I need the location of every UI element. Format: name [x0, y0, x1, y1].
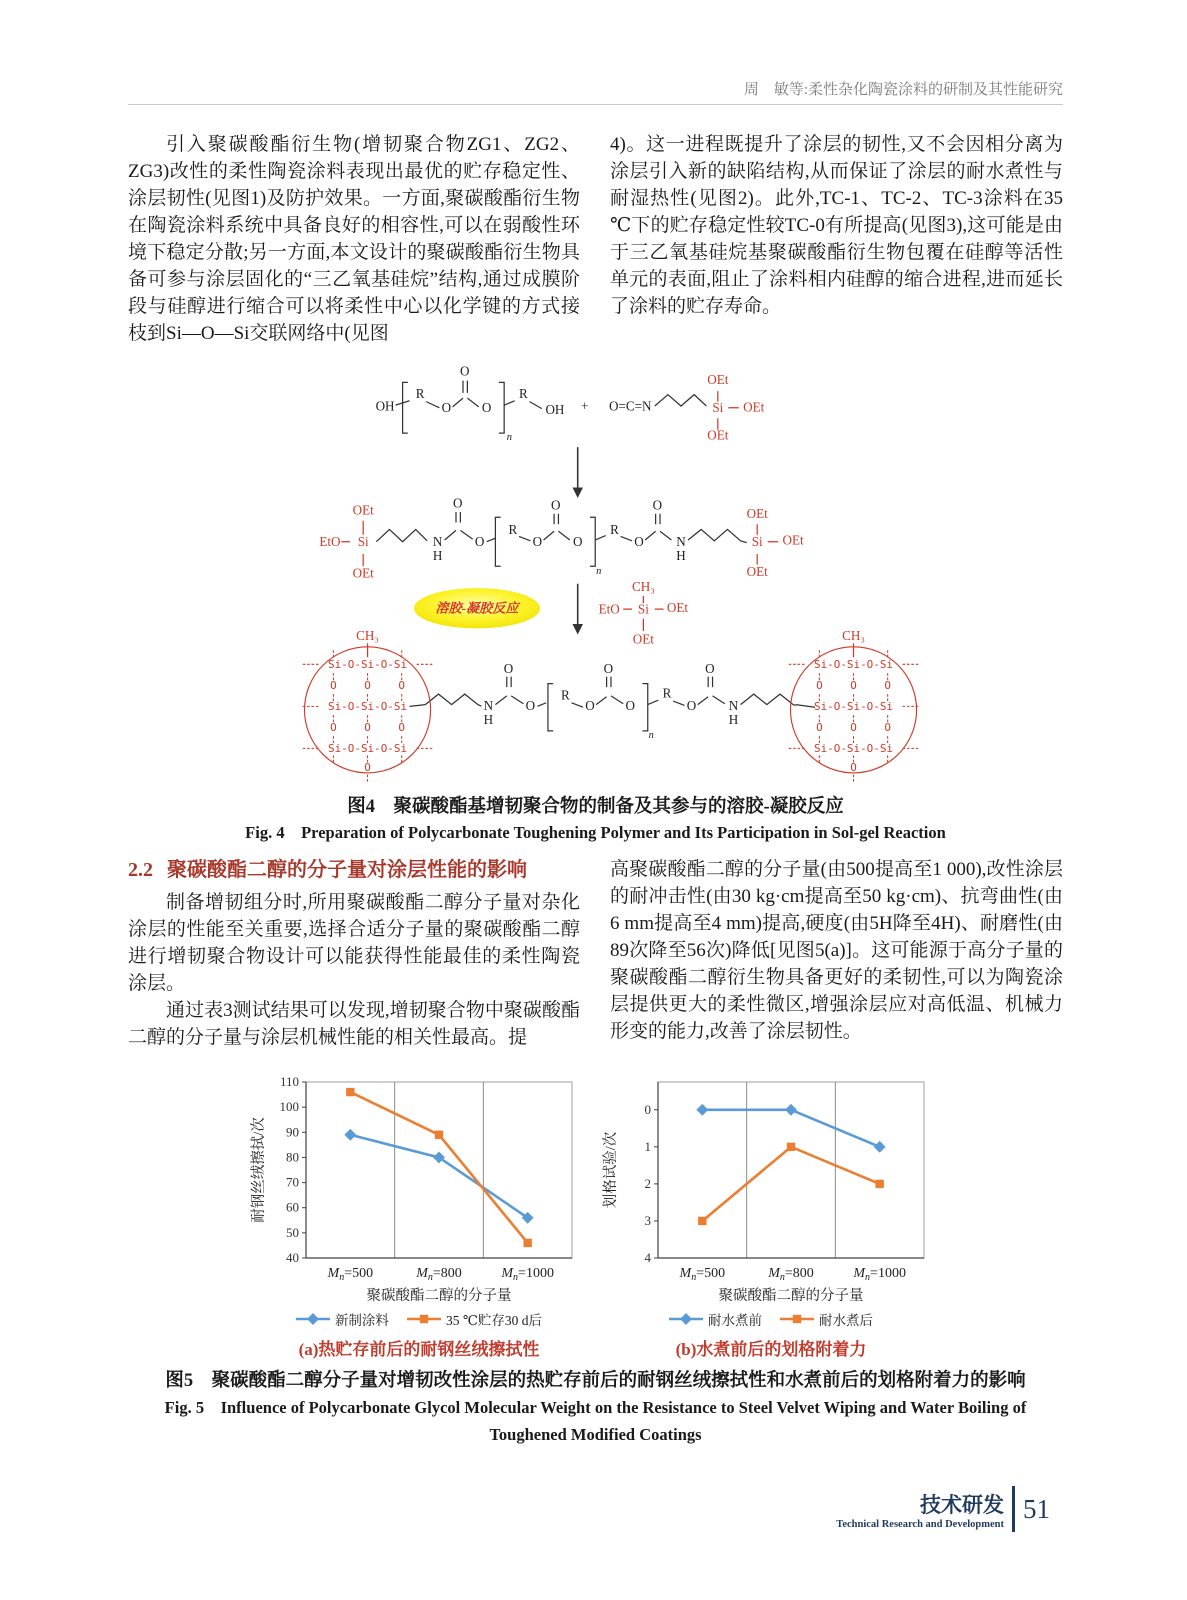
atom-labels [319, 363, 893, 774]
intro-left-column [128, 131, 580, 347]
page-number: 51 [1023, 1493, 1050, 1524]
intro-left-paragraph: 引入聚碳酸酯衍生物(增韧聚合物ZG1、ZG2、ZG3)改性的柔性陶瓷涂料表现出最优的贮存稳定性、涂层韧性(见图1)及防护效果。一方面,聚碳酸酯衍生物在陶瓷涂料系统中具备良好的相容性,可以在弱酸性环境下稳定分散;另一方面,本文设计的聚碳酸酯衍生物具备可参与涂层固化的“三乙氧基硅烷”结构,通过成膜阶段与硅醇进行缩合可以将柔性中心以化学键的方式接枝到Si—O—Si交联网络中(见图 [128, 134, 580, 344]
header-rule [128, 104, 1063, 105]
atom-label: O [603, 661, 614, 677]
atom-label: N [483, 697, 494, 713]
chart-legend [602, 1309, 940, 1329]
atom-label: Si [637, 601, 649, 617]
intro-right-column [610, 131, 1063, 320]
red-bonds [341, 391, 853, 657]
y-tick-label: 2 [644, 1175, 651, 1191]
legend-item [669, 1309, 762, 1329]
series-marker [696, 1104, 708, 1116]
atom-label: O [652, 497, 663, 513]
figure5-caption [128, 1368, 1063, 1448]
atom-label: Si-O-Si-O-Si [328, 657, 408, 671]
atom-label: O [816, 678, 823, 692]
y-tick-label: 40 [286, 1250, 299, 1265]
atom-label: OEt [743, 399, 765, 415]
atom-label: CH₃ [631, 578, 655, 594]
series-marker [680, 1313, 692, 1325]
atom-label: O [330, 678, 337, 692]
series-marker [875, 1180, 883, 1188]
series-marker [787, 1143, 795, 1151]
atom-label: O [364, 720, 371, 734]
atom-label: O [364, 761, 371, 775]
atom-label: O [634, 534, 644, 550]
x-category-label: $M_n=800$ [768, 1266, 814, 1283]
chart-b [602, 1072, 940, 1360]
atom-label: R [561, 687, 570, 703]
x-category-label: $M_n=800$ [416, 1266, 462, 1283]
chart-a-caption: (a)热贮存前后的耐钢丝绒擦拭性 [298, 1340, 540, 1359]
atom-label: H [483, 711, 494, 727]
atom-label: O [884, 720, 891, 734]
solgel-label: 溶胶-凝胶反应 [435, 600, 519, 616]
atom-label: H [728, 711, 739, 727]
legend-label: 35 ℃贮存30 d后 [445, 1313, 543, 1328]
atom-label: O [850, 720, 857, 734]
y-tick-label: 1 [644, 1138, 651, 1154]
atom-label: n [506, 432, 513, 444]
footer-divider [1012, 1486, 1015, 1532]
figure4-svg [280, 356, 998, 787]
atom-label: n [596, 566, 602, 578]
atom-label: EtO [319, 534, 341, 550]
atom-label: OH [545, 401, 565, 417]
y-tick-label: 4 [644, 1250, 651, 1265]
series-line [350, 1135, 527, 1218]
atom-label: OEt [632, 631, 654, 647]
figure4-caption [128, 794, 1063, 846]
atom-label: OEt [352, 565, 374, 581]
atom-label: OH [375, 398, 395, 414]
atom-label: CH₃ [842, 627, 865, 643]
y-tick-label: 50 [286, 1224, 299, 1240]
atom-label: O [364, 678, 371, 692]
y-tick-label: 90 [286, 1124, 299, 1140]
atom-label: O [532, 534, 543, 550]
series-marker [307, 1313, 319, 1325]
atom-label: Si-O-Si-O-Si [814, 741, 894, 755]
atom-label: O [330, 720, 337, 734]
figure5-caption-en2: Toughened Modified Coatings [489, 1425, 702, 1444]
footer-section-en: Technical Research and Development [836, 1518, 1004, 1530]
atom-label: + [581, 398, 589, 414]
footer-section [836, 1489, 1004, 1530]
reaction-arrow-1 [572, 447, 583, 498]
atom-label: O [474, 534, 485, 550]
atom-label: OEt [782, 532, 804, 548]
atom-label: O [453, 495, 463, 511]
x-axis-label: 聚碳酸酯二醇的分子量 [718, 1288, 864, 1304]
atom-label: O [850, 761, 857, 775]
atom-label: H [432, 548, 443, 564]
atom-label: OEt [746, 563, 768, 579]
series-marker [793, 1315, 801, 1323]
atom-label: Si-O-Si-O-Si [328, 699, 408, 713]
atom-label: N [432, 534, 443, 550]
y-tick-label: 0 [644, 1101, 651, 1117]
section22-left-paragraph-2: 通过表3测试结果可以发现,增韧聚合物中聚碳酸酯二醇的分子量与涂层机械性能的相关性最高。提 [128, 1000, 580, 1048]
legend-marker [780, 1313, 814, 1325]
series-marker [344, 1129, 356, 1141]
legend-label: 耐水煮前 [708, 1313, 762, 1328]
y-axis-label: 耐钢丝绒擦拭/次 [251, 1117, 267, 1223]
series-marker [698, 1217, 706, 1225]
legend-item [296, 1309, 389, 1329]
series-line [702, 1147, 879, 1221]
y-tick-label: 70 [286, 1174, 299, 1190]
atom-label: O [625, 697, 635, 713]
atom-label: OEt [746, 506, 768, 522]
atom-label: O [503, 661, 514, 677]
atom-label: OEt [666, 599, 689, 615]
figure5-charts [250, 1072, 940, 1360]
figure5-caption-en1: Fig. 5 Influence of Polycarbonate Glycol Molecular Weight on the Resistance to Steel Velvet Wiping and Water Boiling of [164, 1398, 1027, 1417]
plot-border [306, 1082, 572, 1258]
atom-label: Si-O-Si-O-Si [814, 657, 894, 671]
x-category-label: $M_n=500$ [679, 1266, 726, 1283]
section22-heading [128, 856, 580, 885]
atom-label: O [850, 678, 857, 692]
section22-left-paragraph-1: 制备增韧组分时,所用聚碳酸酯二醇分子量对杂化涂层的性能至关重要,选择合适分子量的聚碳酸酯二醇进行增韧聚合物设计可以能获得性能最佳的柔性陶瓷涂层。 [128, 892, 580, 994]
section22-right-paragraph: 高聚碳酸酯二醇的分子量(由500提高至1 000),改性涂层的耐冲击性(由30 kg·cm提高至50 kg·cm)、抗弯曲性(由6 mm提高至4 mm)提高,硬度(由5H降至4H)、耐磨性(由89次降至56次)降低[见图5(a)]。这可能源于高分子量的聚碳酸酯二醇衍生物具备更好的柔韧性,可以为陶瓷涂层提供更大的柔性微区,增强涂层应对高低温、机械力形变的能力,改善了涂层韧性。 [610, 859, 1063, 1042]
chart-a-svg [250, 1072, 584, 1304]
x-category-label: $M_n=1000$ [501, 1266, 554, 1283]
chart-b-caption: (b)水煮前后的划格附着力 [675, 1340, 867, 1359]
atom-label: OEt [707, 372, 729, 388]
figure4-caption-en: Fig. 4 Preparation of Polycarbonate Toughening Polymer and Its Participation in Sol-gel Reaction [245, 823, 946, 842]
legend-marker [296, 1313, 330, 1325]
atom-label: R [610, 521, 619, 537]
x-category-label: $M_n=1000$ [853, 1266, 906, 1283]
atom-label: EtO [598, 601, 620, 617]
section22-left-column [128, 856, 580, 1051]
atom-label: O [398, 678, 406, 692]
series-line [350, 1092, 527, 1243]
atom-label: OEt [707, 427, 729, 443]
footer-section-cn: 技术研发 [920, 1493, 1004, 1517]
y-tick-label: 80 [286, 1149, 299, 1165]
atom-label: O [705, 661, 715, 677]
reaction-arrow-2 [572, 584, 583, 635]
atom-label: n [648, 729, 654, 741]
section22-title: 聚碳酸酯二醇的分子量对涂层性能的影响 [167, 859, 527, 881]
y-tick-label: 60 [286, 1199, 299, 1215]
atom-label: O [460, 363, 470, 379]
series-marker [420, 1315, 428, 1323]
atom-label: Si-O-Si-O-Si [328, 741, 408, 755]
atom-label: O [585, 697, 595, 713]
atom-label: OEt [352, 502, 374, 518]
legend-item [780, 1309, 873, 1329]
legend-label: 耐水煮后 [819, 1313, 873, 1328]
atom-label: N [728, 697, 739, 713]
atom-label: Si [357, 534, 369, 550]
atom-label: O [572, 534, 583, 550]
series-marker [523, 1239, 531, 1247]
running-title: 周 敏等:柔性杂化陶瓷涂料的研制及其性能研究 [743, 82, 1063, 98]
legend-label: 新制涂料 [334, 1313, 389, 1328]
y-tick-label: 100 [279, 1099, 299, 1115]
chart-legend [250, 1309, 588, 1329]
series-marker [435, 1131, 443, 1139]
x-axis-label: 聚碳酸酯二醇的分子量 [366, 1288, 512, 1304]
atom-label: Si [712, 400, 724, 416]
figure4-caption-cn: 图4 聚碳酸酯基增韧聚合物的制备及其参与的溶胶-凝胶反应 [347, 797, 844, 817]
atom-label: R [662, 685, 672, 701]
atom-label: R [508, 521, 518, 537]
section22-right-column [610, 856, 1063, 1045]
atom-label: CH₃ [356, 627, 379, 643]
y-tick-label: 110 [279, 1074, 299, 1089]
atom-label: O [398, 720, 406, 734]
atom-label: H [676, 548, 686, 564]
legend-marker [407, 1313, 441, 1325]
y-axis-label: 划格试验/次 [603, 1131, 619, 1209]
atom-label: R [519, 386, 528, 402]
y-tick-label: 3 [644, 1212, 651, 1228]
atom-label: O [686, 697, 697, 713]
atom-label: O [816, 720, 823, 734]
chart-b-svg [602, 1072, 936, 1304]
legend-item [407, 1309, 542, 1329]
atom-label: O [441, 400, 452, 416]
atom-label: N [676, 534, 686, 550]
atom-label: O [481, 400, 492, 416]
atom-label: Si [751, 534, 763, 550]
atom-label: O [551, 497, 561, 513]
section22-number: 2.2 [128, 859, 153, 881]
intro-right-paragraph: 4)。这一进程既提升了涂层的韧性,又不会因相分离为涂层引入新的缺陷结构,从而保证了涂层的耐水煮性与耐湿热性(见图2)。此外,TC-1、TC-2、TC-3涂料在35 ℃下的贮存稳定性较TC-0有所提高(见图3),这可能是由于三乙氧基硅烷基聚碳酸酯衍生物包覆在硅醇等活性单元的表面,阻止了涂料相内硅醇的缩合进程,进而延长了涂料的贮存寿命。 [610, 134, 1063, 317]
atom-label: R [415, 386, 425, 402]
footer [836, 1486, 1050, 1532]
figure4-scheme [280, 356, 998, 787]
series-marker [346, 1088, 354, 1096]
atom-label: O=C=N [608, 398, 652, 414]
legend-marker [669, 1313, 703, 1325]
atom-label: Si-O-Si-O-Si [814, 699, 894, 713]
atom-label: O [525, 697, 536, 713]
chart-a [250, 1072, 588, 1360]
series-marker [874, 1141, 886, 1153]
atom-label: O [884, 678, 891, 692]
x-category-label: $M_n=500$ [327, 1266, 374, 1283]
series-marker [785, 1104, 797, 1116]
figure5-caption-cn: 图5 聚碳酸酯二醇分子量对增韧改性涂层的热贮存前后的耐钢丝绒擦拭性和水煮前后的划格附着力的影响 [165, 1371, 1026, 1391]
